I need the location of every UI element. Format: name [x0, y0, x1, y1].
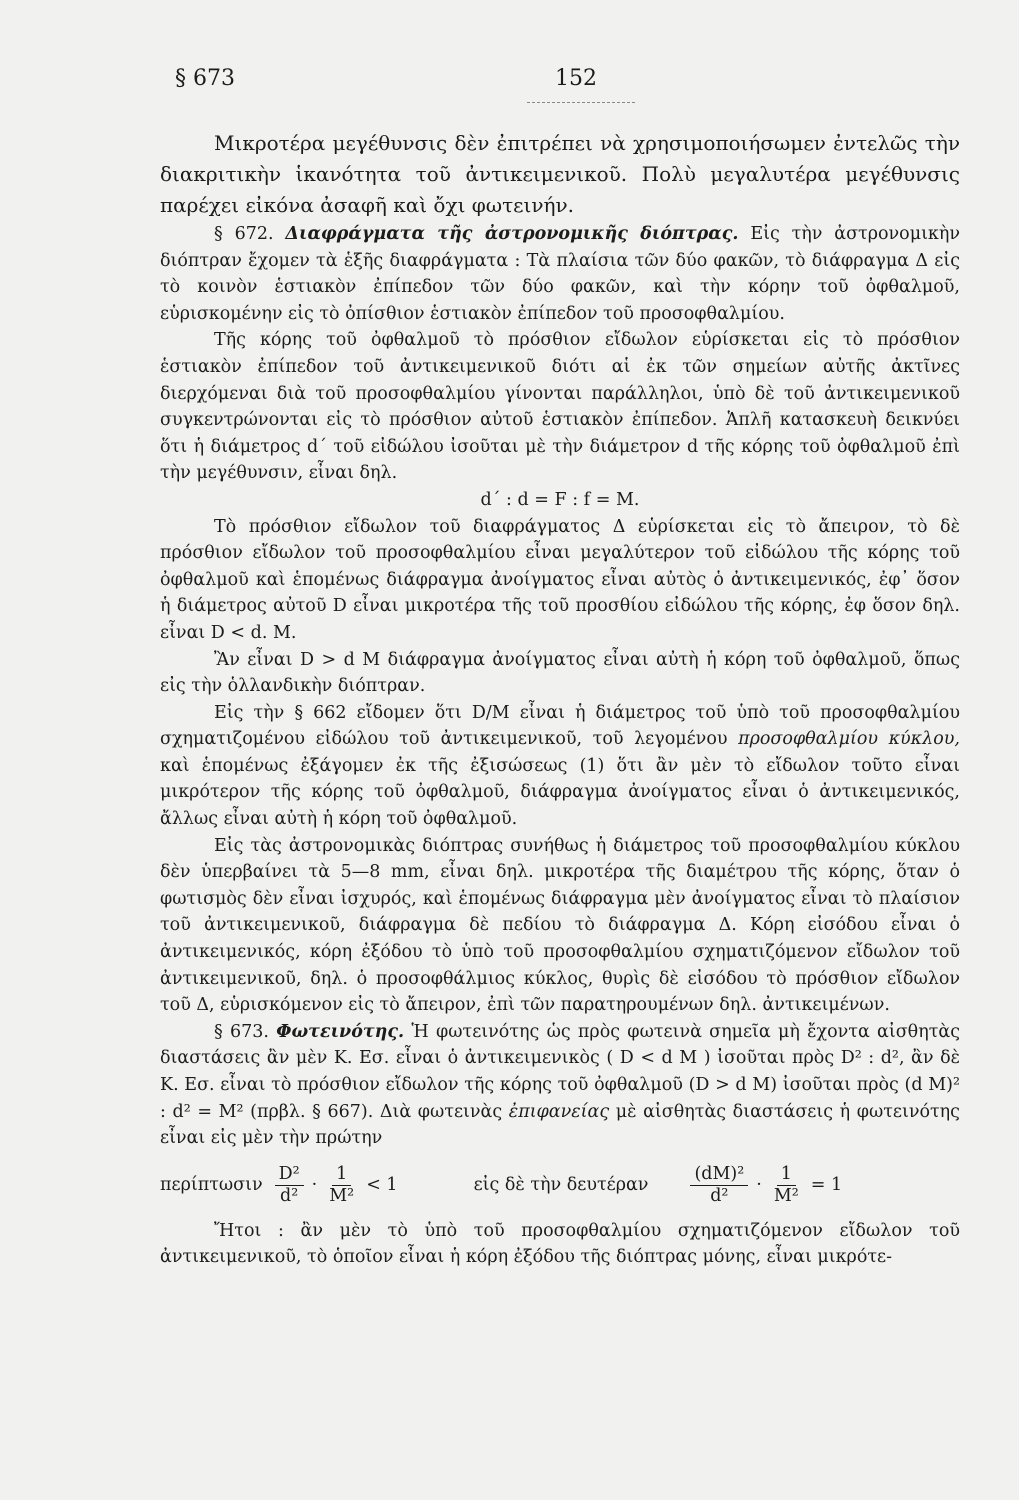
- multiply-dot: ·: [756, 1175, 762, 1196]
- section-number-673: § 673.: [214, 1021, 269, 1042]
- body-text: [160, 128, 960, 1271]
- fraction-numerator: D²: [275, 1164, 304, 1186]
- formula-magnification: d΄ : d = F : f = M.: [480, 489, 640, 510]
- page-number: 152: [555, 66, 597, 91]
- eyepiece-term: προσοφθαλμίου κύκλου,: [738, 729, 960, 750]
- eyepiece-text-a: Εἰς τὴν § 662 εἴδομεν ὅτι D/M εἶναι ἡ διάμετρος τοῦ ὑπὸ τοῦ προσοφθαλμίου σχηματιζομένου εἰδώλου τοῦ ἀντικειμενικοῦ, τοῦ λεγομένου: [160, 702, 960, 750]
- fraction-one-over-m2-second: [770, 1164, 803, 1207]
- paragraph-672: [160, 221, 960, 327]
- fraction-d2-over-d2: [275, 1164, 304, 1207]
- fraction-dm2-over-d2: [690, 1164, 748, 1207]
- relation-equals-one: = 1: [810, 1175, 843, 1196]
- fraction-numerator: 1: [777, 1164, 796, 1186]
- paragraph-pupil-image: Τῆς κόρης τοῦ ὀφθαλμοῦ τὸ πρόσθιον εἴδωλον εὑρίσκεται εἰς τὸ πρόσθιον ἑστιακὸν ἐπίπεδον τοῦ ἀντικειμενικοῦ διότι αἱ ἐκ τῶν σημείων αὐτῆς ἀκτῖνες διερχόμεναι διὰ τοῦ προσοφθαλμίου γίνονται παράλληλοι, ὑπὸ δὲ τοῦ ἀντικειμενικοῦ συγκεντρώνονται εἰς τὸ πρόσθιον αὐτοῦ ἑστιακὸν ἐπίπεδον. Ἁπλῆ κατασκευὴ δεικνύει ὅτι ἡ διάμετρος d΄ τοῦ εἰδώλου ἰσοῦται μὲ τὴν διάμετρον d τῆς κόρης τοῦ ὀφθαλμοῦ ἐπὶ τὴν μεγέθυνσιν, εἶναι δηλ.: [160, 330, 960, 484]
- formula-brightness: [160, 1158, 960, 1214]
- section-text-672: Εἰς τὴν ἀστρονομικὴν διόπτραν ἔχομεν τὰ ἑξῆς διαφράγματα : Τὰ πλαίσια τῶν δύο φακῶν, τὸ διάφραγμα Δ εἰς τὸ κοινὸν ἑστιακὸν ἐπίπεδον τῶν δύο φακῶν, καὶ τὴν κόρην τοῦ ὀφθαλμοῦ, εὑρισκομένην εἰς τὸ ὀπίσθιον ἑστιακὸν ἐπίπεδον τοῦ προσοφθαλμίου.: [160, 224, 960, 324]
- brightness-text-a: Ἡ φωτεινότης ὡς πρὸς φωτεινὰ σημεῖα μὴ ἔχοντα αἰσθητὰς διαστάσεις ἂν μὲν Κ. Εσ. εἶναι ὁ ἀντικειμενικὸς ( D < d M ) ἰσοῦται πρὸς D² : d², ἂν δὲ Κ. Εσ. εἶναι τὸ πρόσθιον εἴδωλον τῆς κόρης τοῦ ὀφθαλμοῦ (D > d M) ἰσοῦται πρὸς (d M)² : d² = M² (πρβλ. § 667). Διὰ φωτεινὰς: [160, 1021, 960, 1122]
- section-title-673: Φωτεινότης.: [276, 1021, 405, 1042]
- paragraph-dutch-telescope: Ἂν εἶναι D > d M διάφραγμα ἀνοίγματος εἶναι αὐτὴ ἡ κόρη τοῦ ὀφθαλμοῦ, ὅπως εἰς τὴν ὁλλανδικὴν διόπτραν.: [160, 649, 960, 697]
- paragraph-intro: Μικροτέρα μεγέθυνσις δὲν ἐπιτρέπει νὰ χρησιμοποιήσωμεν ἐντελῶς τὴν διακριτικὴν ἱκανότητα τοῦ ἀντικειμενικοῦ. Πολὺ μεγαλυτέρα μεγέθυνσις παρέχει εἰκόνα ἀσαφῆ καὶ ὄχι φωτεινήν.: [160, 131, 960, 217]
- fraction-denominator: d²: [710, 1186, 729, 1207]
- fraction-denominator: M²: [773, 1186, 799, 1207]
- paragraph-diaphragm: Τὸ πρόσθιον εἴδωλον τοῦ διαφράγματος Δ εὑρίσκεται εἰς τὸ ἄπειρον, τὸ δὲ πρόσθιον εἴδωλον τοῦ προσοφθαλμίου εἶναι μεγαλύτερον τοῦ εἰδώλου τῆς κόρης τοῦ ὀφθαλμοῦ καὶ ἑπομένως διάφραγμα ἀνοίγματος εἶναι αὐτὸς ὁ ἀντικειμενικός, ἐφ᾽ ὅσον ἡ διάμετρος αὐτοῦ D εἶναι μικροτέρα τῆς τοῦ προσθίου εἰδώλου τῆς κόρης, ἐφ ὅσον δηλ. εἶναι D < d. M.: [160, 516, 960, 643]
- paragraph-conclusion: Ἤτοι : ἂν μὲν τὸ ὑπὸ τοῦ προσοφθαλμίου σχηματιζόμενον εἴδωλον τοῦ ἀντικειμενικοῦ, τὸ ὁποῖον εἶναι ἡ κόρη ἐξόδου τῆς διόπτρας μόνης, εἶναι μικρότε-: [160, 1220, 960, 1268]
- section-title-672: Διαφράγματα τῆς ἀστρονομικῆς διόπτρας.: [285, 224, 739, 244]
- page-header: [175, 66, 955, 106]
- fraction-one-over-m2: [325, 1164, 358, 1207]
- brightness-term: ἐπιφανείας: [508, 1101, 610, 1122]
- formula-label-second: εἰς δὲ τὴν δευτέραν: [473, 1175, 649, 1196]
- paragraph-673: [160, 1019, 960, 1152]
- section-number-672: § 672.: [214, 224, 274, 244]
- page-number-rule: [527, 102, 635, 103]
- fraction-denominator: d²: [280, 1186, 299, 1207]
- relation-less-than-one: < 1: [366, 1175, 398, 1196]
- fraction-numerator: (dM)²: [690, 1164, 748, 1186]
- fraction-denominator: M²: [329, 1186, 355, 1207]
- brightness-text-b: μὲ αἰσθητὰς διαστάσεις ἡ φωτεινότης εἶναι εἰς μὲν τὴν πρώτην: [160, 1101, 960, 1149]
- formula-label-first: περίπτωσιν: [160, 1175, 263, 1196]
- multiply-dot: ·: [311, 1175, 318, 1196]
- paragraph-eyepiece-circle: [160, 700, 960, 833]
- fraction-numerator: 1: [332, 1164, 351, 1186]
- eyepiece-text-b: καὶ ἑπομένως ἐξάγομεν ἐκ τῆς ἐξισώσεως (1) ὅτι ἂν μὲν τὸ εἴδωλον τοῦτο εἶναι μικρότερον τῆς κόρης τοῦ ὀφθαλμοῦ, διάφραγμα ἀνοίγματος εἶναι ὁ ἀντικειμενικός, ἄλλως εἶναι αὐτὴ ἡ κόρη τοῦ ὀφθαλμοῦ.: [160, 755, 960, 830]
- paragraph-astronomical-telescopes: Εἰς τὰς ἀστρονομικὰς διόπτρας συνήθως ἡ διάμετρος τοῦ προσοφθαλμίου κύκλου δὲν ὑπερβαίνει τὰ 5—8 mm, εἶναι δηλ. μικροτέρα τῆς διαμέτρου τῆς κόρης, ὅταν ὁ φωτισμὸς δὲν εἶναι ἰσχυρός, καὶ ἑπομένως διάφραγμα μὲν ἀνοίγματος εἶναι τὸ πλαίσιον τοῦ ἀντικειμενικοῦ, διάφραγμα δὲ πεδίου τὸ διάφραγμα Δ. Κόρη εἰσόδου εἶναι ὁ ἀντικειμενικός, κόρη ἐξόδου τὸ ὑπὸ τοῦ προσοφθαλμίου σχηματιζόμενον εἴδωλον τοῦ ἀντικειμενικοῦ, δηλ. ὁ προσοφθάλμιος κύκλος, θυρὶς δὲ εἰσόδου τὸ πρόσθιον εἴδωλον τοῦ Δ, εὑρισκόμενον εἰς τὸ ἄπειρον, ἐπὶ τῶν παρατηρουμένων δηλ. ἀντικειμένων.: [160, 835, 960, 1016]
- section-reference: § 673: [175, 66, 235, 91]
